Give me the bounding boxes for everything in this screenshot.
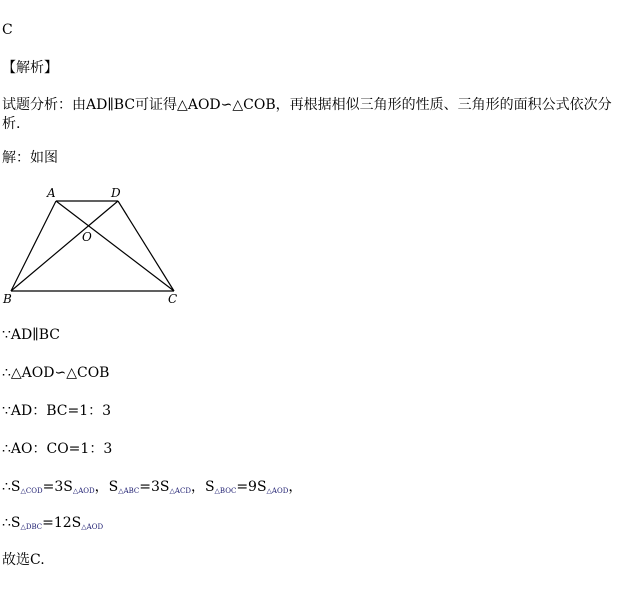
step-5-part: ，S bbox=[190, 479, 215, 495]
label-c: C bbox=[168, 292, 178, 305]
label-b: B bbox=[3, 292, 12, 305]
step-6-subscript: △DBC bbox=[20, 523, 43, 531]
step-5-part: =9S bbox=[236, 479, 267, 495]
step-5-subscript: △AOD bbox=[266, 487, 289, 495]
label-a: A bbox=[47, 186, 56, 200]
step-6 bbox=[2, 515, 103, 535]
step-5-subscript: △COD bbox=[20, 487, 43, 495]
step-5-part: =3S bbox=[139, 479, 170, 495]
step-5-subscript: △ABC bbox=[118, 487, 140, 495]
step-5-subscript: △ACD bbox=[169, 487, 191, 495]
edge-dc bbox=[118, 201, 174, 291]
step-5-part: ∴S bbox=[2, 479, 21, 495]
label-d: D bbox=[111, 186, 121, 200]
diagonal-bd bbox=[11, 201, 118, 291]
diagonal-ac bbox=[56, 201, 174, 291]
step-5-part: ，S bbox=[94, 479, 119, 495]
step-5-part: ， bbox=[288, 479, 303, 495]
conclusion: 故选C. bbox=[2, 552, 45, 568]
answer-letter: C bbox=[2, 22, 13, 38]
step-6-part: =12S bbox=[42, 515, 82, 531]
step-2: ∴△AOD∽△COB bbox=[2, 365, 110, 381]
label-o: O bbox=[82, 230, 92, 244]
step-5-subscript: △AOD bbox=[72, 487, 95, 495]
step-6-part: ∴S bbox=[2, 515, 21, 531]
trapezoid-figure bbox=[0, 180, 200, 305]
step-3: ∵AD：BC=1：3 bbox=[2, 403, 112, 419]
solution-intro: 解：如图 bbox=[2, 150, 58, 166]
step-4: ∴AO：CO=1：3 bbox=[2, 441, 113, 457]
step-5 bbox=[2, 479, 302, 499]
step-6-subscript: △AOD bbox=[81, 523, 104, 531]
step-5-part: =3S bbox=[42, 479, 73, 495]
section-title: 【解析】 bbox=[2, 60, 58, 76]
edge-ab bbox=[11, 201, 56, 291]
step-5-subscript: △BOC bbox=[214, 487, 237, 495]
analysis-text: 试题分析：由AD∥BC可证得△AOD∽△COB，再根据相似三角形的性质、三角形的面积公式依次分析. bbox=[2, 97, 612, 132]
step-1: ∵AD∥BC bbox=[2, 327, 60, 343]
